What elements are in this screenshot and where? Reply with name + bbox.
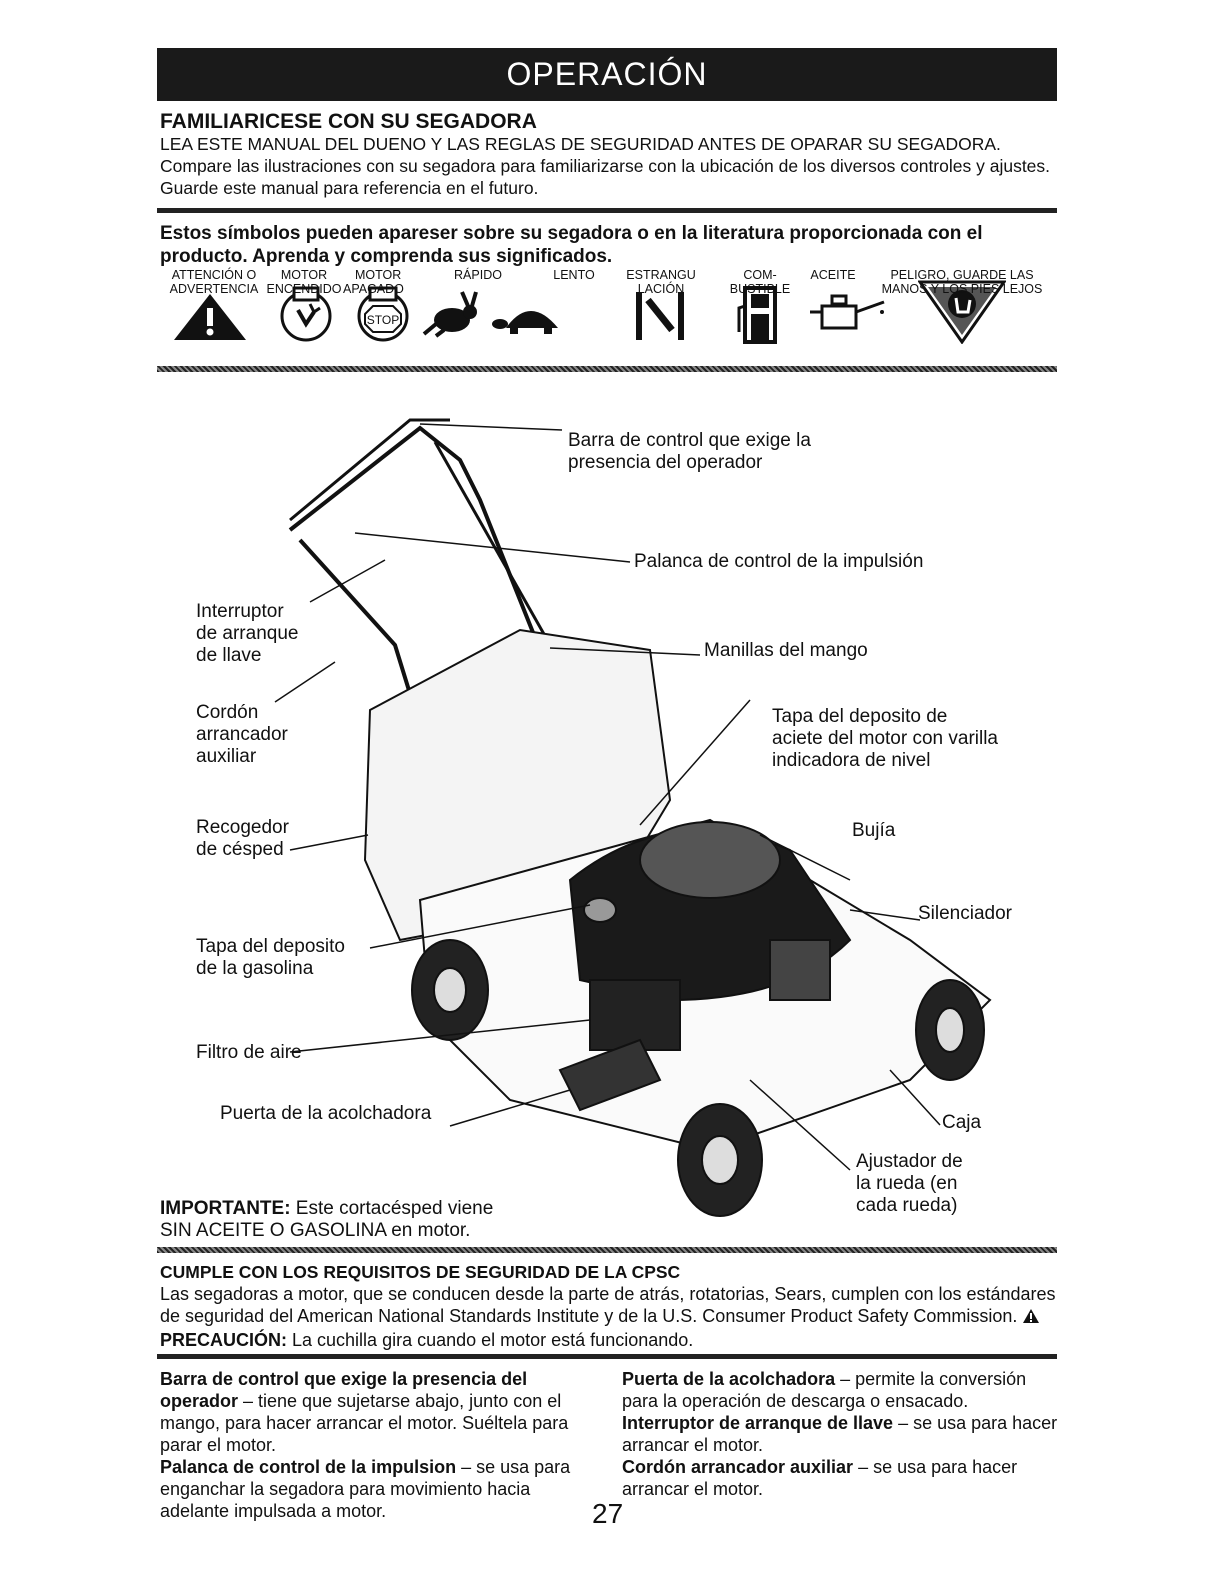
callout-drive-lever: Palanca de control de la impulsión bbox=[634, 551, 924, 572]
important-label: IMPORTANTE: bbox=[160, 1198, 291, 1219]
section-banner: OPERACIÓN bbox=[157, 48, 1057, 101]
callout-air-filter: Filtro de aire bbox=[196, 1042, 302, 1063]
symbols-heading: Estos símbolos pueden apareser sobre su segadora o en la literatura proporcionada con el producto. Aprenda y comprenda sus significados. bbox=[160, 223, 983, 267]
oil-can-icon bbox=[808, 292, 888, 332]
choke-icon bbox=[632, 290, 688, 342]
stop-sign-text: STOP bbox=[366, 313, 400, 327]
definition-item: Cordón arrancador auxiliar – se usa para hacer arrancar el motor. bbox=[622, 1457, 1018, 1499]
divider bbox=[157, 366, 1057, 372]
symbol-label-hands-feet: PELIGRO, GUARDE LAS MANOS Y LOS PIES LEJOS bbox=[881, 268, 1043, 296]
cpsc-paragraph: Las segadoras a motor, que se conducen desde la parte de atrás, rotatorias, Sears, cumplen con los estándares de seguridad del American National Standards Institute y de la U.S. Consumer Product Safety Commission. PRECAUCIÓN: La cuchilla gira cuando el motor está funcionando. bbox=[160, 1284, 1056, 1350]
divider bbox=[157, 1247, 1057, 1253]
symbol-label-choke: ESTRANGU LACIÓN bbox=[626, 268, 696, 296]
divider bbox=[157, 208, 1057, 213]
warning-triangle-icon bbox=[172, 292, 248, 342]
callout-spark-plug: Bujía bbox=[852, 820, 896, 841]
definition-item: Interruptor de arranque de llave – se usa para hacer arrancar el motor. bbox=[622, 1413, 1058, 1455]
page-number: 27 bbox=[592, 1498, 624, 1529]
callout-recoil-cord: Cordón arrancador auxiliar bbox=[196, 702, 288, 767]
symbol-label-oil: ACEITE bbox=[810, 268, 856, 282]
definitions-left bbox=[160, 1368, 590, 1522]
symbol-label-engine-stop: MOTOR APAGADO bbox=[343, 268, 404, 296]
callout-fuel-cap: Tapa del deposito de la gasolina bbox=[196, 936, 345, 979]
section-title: FAMILIARICESE CON SU SEGADORA bbox=[160, 110, 537, 133]
callout-control-bar: Barra de control que exige la presencia del operador bbox=[568, 430, 811, 473]
rabbit-icon bbox=[422, 290, 482, 338]
definition-item: Barra de control que exige la presencia del operador – tiene que sujetarse abajo, junto con el mango, para hacer arrancar el motor. Suéltela para parar el motor. bbox=[160, 1369, 569, 1455]
intro-paragraph: LEA ESTE MANUAL DEL DUENO Y LAS REGLAS DE SEGURIDAD ANTES DE OPARAR SU SEGADORA. Compare las ilustraciones con su segadora para familiarizarse con la ubicación de los diversos controles y ajustes. Guarde este manual para referencia en el futuro. bbox=[160, 134, 1051, 198]
definition-item: Puerta de la acolchadora – permite la conversión para la operación de descarga o ensacado. bbox=[622, 1369, 1027, 1411]
callout-oil-cap: Tapa del deposito de aciete del motor con varilla indicadora de nivel bbox=[772, 706, 998, 771]
important-note: IMPORTANTE: Este cortacésped viene SIN ACEITE O GASOLINA en motor. bbox=[160, 1198, 494, 1241]
callout-muffler: Silenciador bbox=[918, 903, 1012, 924]
symbol-label-fuel: COM- BUSTIBLE bbox=[729, 268, 791, 296]
symbol-label-slow: LENTO bbox=[553, 268, 595, 282]
cpsc-title: CUMPLE CON LOS REQUISITOS DE SEGURIDAD DE LA CPSC bbox=[160, 1262, 681, 1282]
callout-housing: Caja bbox=[942, 1112, 982, 1133]
callout-wheel-adjuster: Ajustador de la rueda (en cada rueda) bbox=[856, 1151, 963, 1216]
symbol-label-fast: RÁPIDO bbox=[454, 268, 502, 282]
symbol-label-engine-start: MOTOR ENCENDIDO bbox=[266, 268, 342, 296]
definition-item: Palanca de control de la impulsion – se usa para enganchar la segadora para movimiento hacia adelante impulsada a motor. bbox=[160, 1457, 571, 1521]
turtle-icon bbox=[492, 300, 572, 336]
symbol-label-warning: ATTENCIÓN O ADVERTENCIA bbox=[169, 268, 259, 296]
caution-triangle-icon bbox=[1022, 1307, 1040, 1329]
callout-handle-knobs: Manillas del mango bbox=[704, 640, 868, 661]
divider bbox=[157, 1354, 1057, 1359]
callout-grass-catcher: Recogedor de césped bbox=[196, 817, 289, 860]
callout-mulch-door: Puerta de la acolchadora bbox=[220, 1103, 432, 1124]
callout-key-switch: Interruptor de arranque de llave bbox=[196, 601, 299, 666]
definitions-right bbox=[622, 1368, 1062, 1500]
